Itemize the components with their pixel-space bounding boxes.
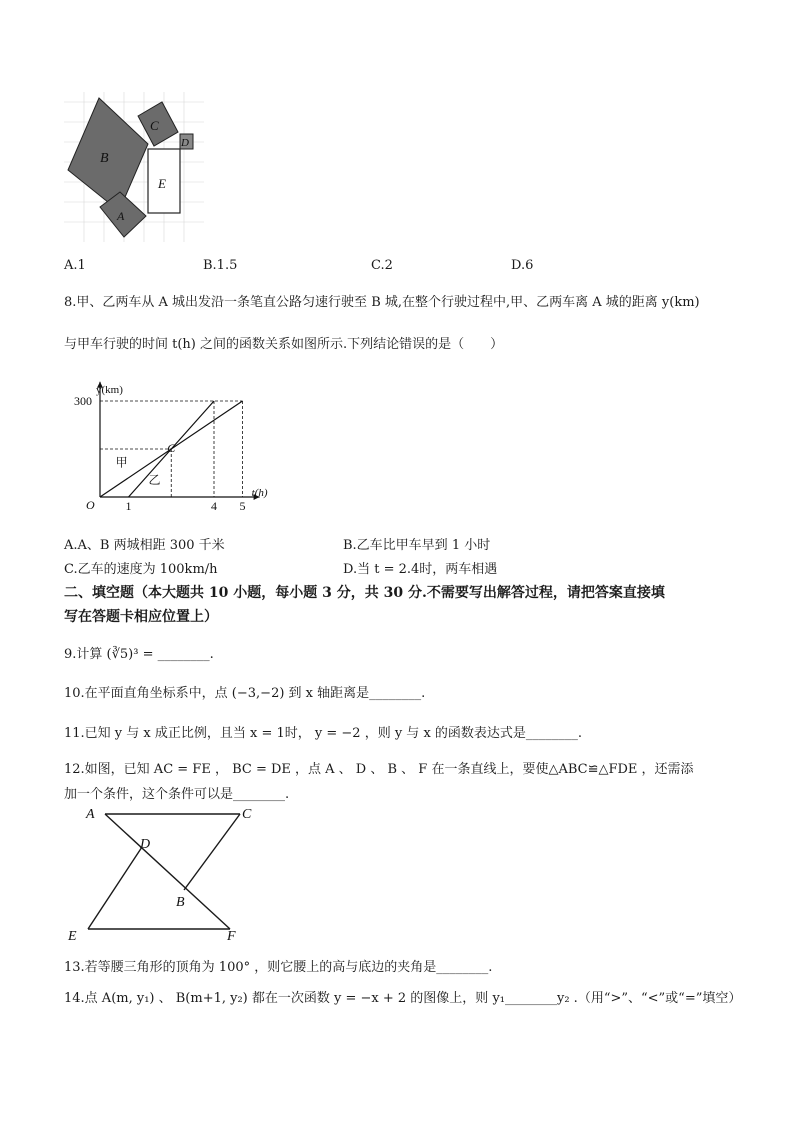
q8-option-b: B.乙车比甲车早到 1 小时 <box>343 538 491 553</box>
q12-text-line2: 加一个条件，这个条件可以是________. <box>64 787 290 802</box>
origin-label: O <box>86 498 95 512</box>
y-axis-label: y(km) <box>96 383 123 396</box>
q12-label-d: D <box>140 837 151 852</box>
q8-chart-svg <box>72 370 292 518</box>
q11-text: 11.已知 y 与 x 成正比例，且当 x = 1时， y = −2 ，则 y 与 x 的函数表达式是________. <box>64 726 583 741</box>
q8-option-c: C.乙车的速度为 100km/h <box>64 562 218 577</box>
y-tick-300: 300 <box>74 394 92 408</box>
series-yi-label: 乙 <box>148 473 161 488</box>
label-d: D <box>181 137 189 149</box>
section2-heading-line2: 写在答题卡相应位置上） <box>64 609 218 625</box>
label-c: C <box>150 118 159 133</box>
q8-text-line1: 8.甲、乙两车从 A 城出发沿一条笔直公路匀速行驶至 B 城,在整个行驶过程中,甲、乙两车离 A 城的距离 y(km) <box>64 295 700 310</box>
x-tick-5: 5 <box>239 499 246 513</box>
q12-label-b: B <box>176 895 185 910</box>
label-a: A <box>117 209 125 223</box>
q10-text: 10.在平面直角坐标系中，点 (−3,−2) 到 x 轴距离是________. <box>64 686 426 701</box>
q8-chart <box>72 370 292 518</box>
series-jia-label: 甲 <box>115 455 128 470</box>
x-axis-label: t(h) <box>251 487 268 499</box>
q14-text: 14.点 A(m, y₁) 、 B(m+1, y₂) 都在一次函数 y = −x + 2 的图像上，则 y₁________y₂ .（用“>”、“<”或“=”填空） <box>64 991 742 1006</box>
q9-text: 9.计算 (∛5)³ = ________. <box>64 647 214 662</box>
label-b: B <box>100 151 109 166</box>
q7-option-a: A.1 <box>64 258 86 273</box>
section2-heading-line1: 二、填空题（本大题共 10 小题，每小题 3 分，共 30 分.不需要写出解答过程，请把答案直接填 <box>64 585 665 601</box>
q8-option-a: A.A、B 两城相距 300 千米 <box>64 538 225 553</box>
q7-option-c: C.2 <box>371 258 393 273</box>
q12-label-f: F <box>227 929 236 944</box>
q13-text: 13.若等腰三角形的顶角为 100° ，则它腰上的高与底边的夹角是________. <box>64 960 493 975</box>
label-e: E <box>158 176 166 191</box>
q7-option-d: D.6 <box>511 258 534 273</box>
q12-figure-svg <box>64 802 264 946</box>
q12-text-line1: 12.如图，已知 AC = FE ， BC = DE ，点 A 、 D 、 B 、 F 在一条直线上，要使△ABC≌△FDE ，还需添 <box>64 762 694 777</box>
q8-text-line2: 与甲车行驶的时间 t(h) 之间的函数关系如图所示.下列结论错误的是（ ） <box>64 337 504 352</box>
q12-label-c: C <box>242 807 252 822</box>
q8-option-d: D.当 t = 2.4时，两车相遇 <box>343 562 498 577</box>
point-c-label: C <box>167 441 176 455</box>
q7-option-b: B.1.5 <box>203 258 238 273</box>
squares-figure <box>64 92 204 242</box>
x-tick-1: 1 <box>125 499 132 513</box>
q12-figure <box>64 802 264 946</box>
q12-label-a: A <box>86 807 95 822</box>
squares-figure-svg <box>64 92 204 242</box>
q12-label-e: E <box>68 929 77 944</box>
x-tick-4: 4 <box>211 499 217 513</box>
